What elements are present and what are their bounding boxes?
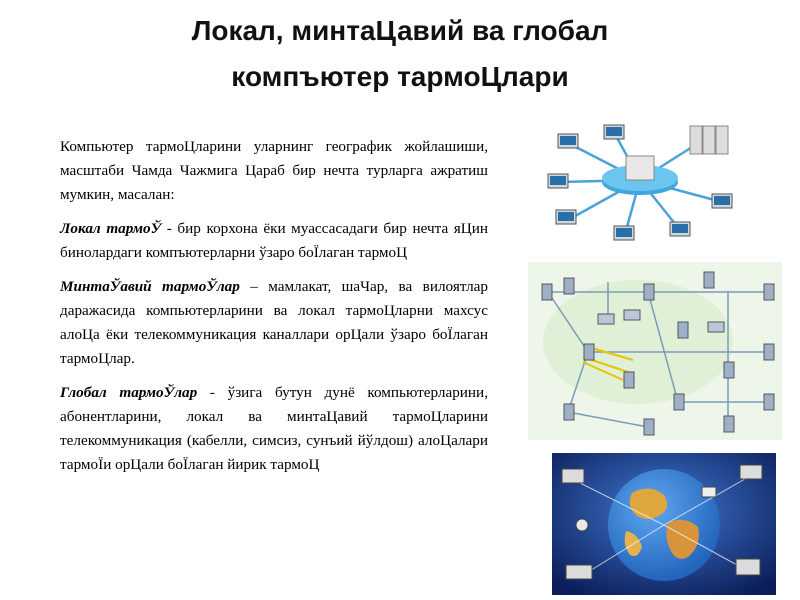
title-line-1: Локал, минтаЦавий ва глобал xyxy=(191,15,609,46)
global-network-term: Глобал тармоЎлар xyxy=(60,384,198,401)
regional-network-term: МинтаЎавий тармоЎлар xyxy=(60,278,240,295)
regional-network-paragraph xyxy=(60,275,488,371)
intro-paragraph: Компьютер тармоЦларини уларнинг географик жойлашиши, масштаби Чамда Чажмига Цараб бир нечта турларга ажратиш мумкин, масалан: xyxy=(60,138,488,203)
local-network-text: - бир корхона ёки муассасадаги бир нечта яЦин бинолардаги компъютерларни ўзаро боЇлаган тармоЦ xyxy=(60,220,488,261)
star-network-illustration xyxy=(540,122,740,252)
globe-network-illustration xyxy=(552,453,776,595)
regional-network-text: – мамлакат, шаЧар, ва вилоятлар даражасида компьютерларини ва локал тармоЦларни махсус алоЦа ёки телекоммуникация каналлари орЦали ўзаро боЇлаган тармоЦлар. xyxy=(60,278,488,367)
global-network-paragraph xyxy=(60,381,488,477)
slide-title xyxy=(40,8,760,100)
global-network-text: - ўзига бутун дунё компьютерларини, абонентларини, локал ва минтаЦавий тармоЦларини телекоммуникация (кабелли, симсиз, сунъий йўлдош) алоЦалари тармоЇи орЦали боЇлаган йирик тармоЦ xyxy=(60,384,488,473)
slide-body xyxy=(60,135,488,487)
local-network-paragraph xyxy=(60,217,488,265)
title-line-2: компъютер тармоЦлари xyxy=(231,61,569,92)
regional-network-diagram xyxy=(528,262,782,440)
local-network-term: Локал тармоЎ xyxy=(60,220,162,237)
